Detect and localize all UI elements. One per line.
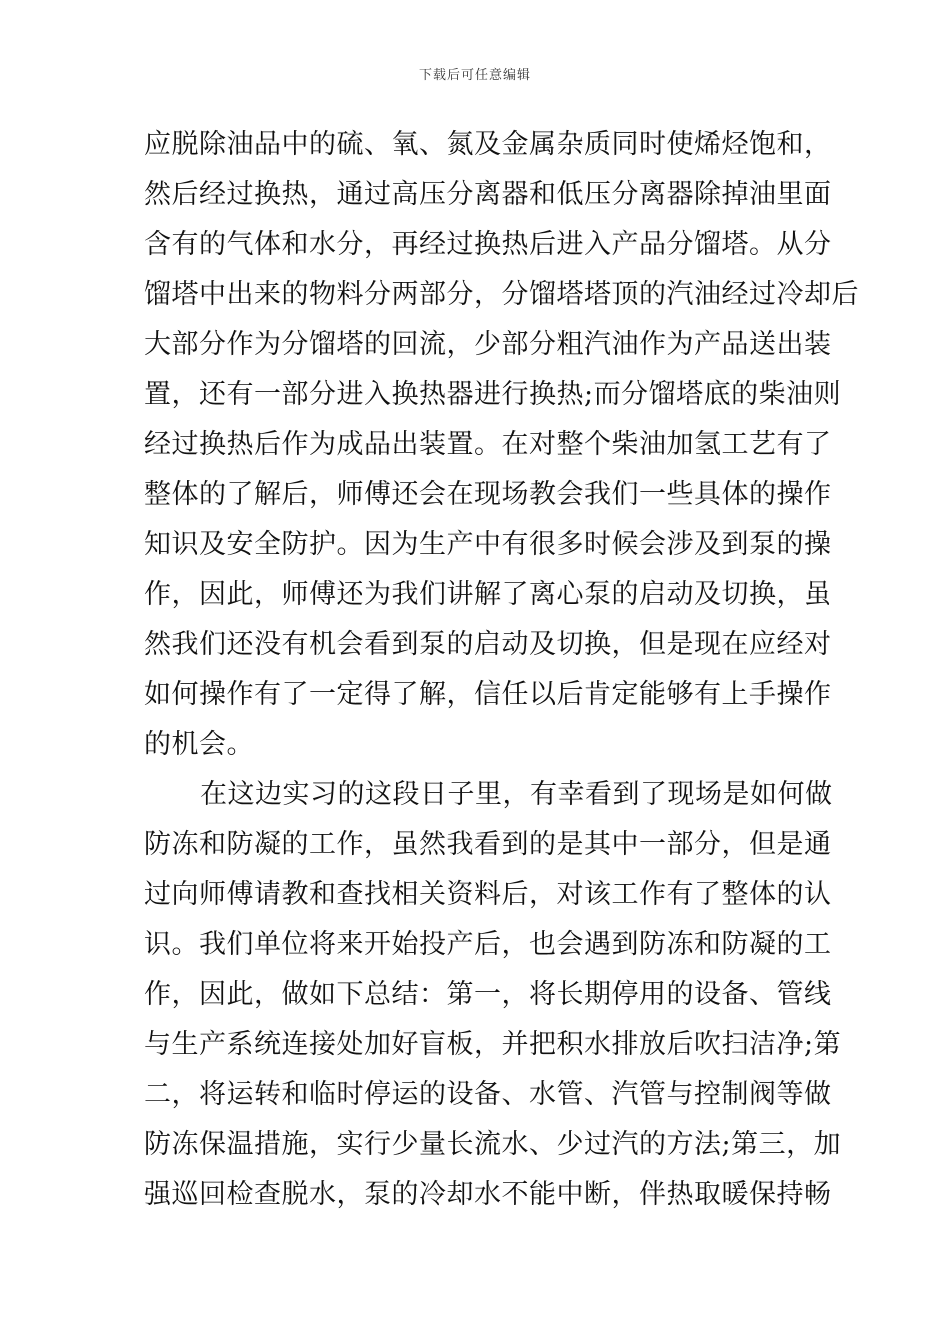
text-line: 强巡回检查脱水，泵的冷却水不能中断，伴热取暖保持畅 [144, 1179, 832, 1210]
text-line: 防冻保温措施，实行少量长流水、少过汽的方法;第三，加 [144, 1129, 842, 1160]
text-line: 置，还有一部分进入换热器进行换热;而分馏塔底的柴油则 [144, 379, 842, 410]
text-line: 识。我们单位将来开始投产后，也会遇到防冻和防凝的工 [144, 929, 832, 960]
page-header: 下载后可任意编辑 [418, 68, 531, 83]
text-line: 知识及安全防护。因为生产中有很多时候会涉及到泵的操 [144, 529, 832, 560]
text-line: 与生产系统连接处加好盲板，并把积水排放后吹扫洁净;第 [144, 1029, 842, 1060]
text-line: 经过换热后作为成品出装置。在对整个柴油加氢工艺有了 [144, 429, 832, 460]
text-line: 含有的气体和水分，再经过换热后进入产品分馏塔。从分 [144, 229, 832, 260]
text-line: 在这边实习的这段日子里，有幸看到了现场是如何做 [200, 779, 833, 810]
document-body [144, 120, 859, 1220]
text-line: 的机会。 [144, 729, 254, 760]
text-line: 应脱除油品中的硫、氧、氮及金属杂质同时使烯烃饱和， [144, 129, 832, 160]
text-line: 二，将运转和临时停运的设备、水管、汽管与控制阀等做 [144, 1079, 832, 1110]
text-line: 防冻和防凝的工作，虽然我看到的是其中一部分，但是通 [144, 829, 832, 860]
text-line: 馏塔中出来的物料分两部分，分馏塔塔顶的汽油经过冷却后 [144, 279, 859, 310]
paragraph-2 [144, 770, 842, 1220]
paragraph-1 [144, 120, 859, 770]
text-line: 作，因此，师傅还为我们讲解了离心泵的启动及切换，虽 [144, 579, 832, 610]
text-line: 然我们还没有机会看到泵的启动及切换，但是现在应经对 [144, 629, 832, 660]
text-line: 作，因此，做如下总结：第一，将长期停用的设备、管线 [144, 979, 832, 1010]
text-line: 整体的了解后，师傅还会在现场教会我们一些具体的操作 [144, 479, 832, 510]
text-line: 大部分作为分馏塔的回流，少部分粗汽油作为产品送出装 [144, 329, 832, 360]
text-line: 过向师傅请教和查找相关资料后，对该工作有了整体的认 [144, 879, 832, 910]
text-line: 然后经过换热，通过高压分离器和低压分离器除掉油里面 [144, 179, 832, 210]
text-line: 如何操作有了一定得了解，信任以后肯定能够有上手操作 [144, 679, 832, 710]
